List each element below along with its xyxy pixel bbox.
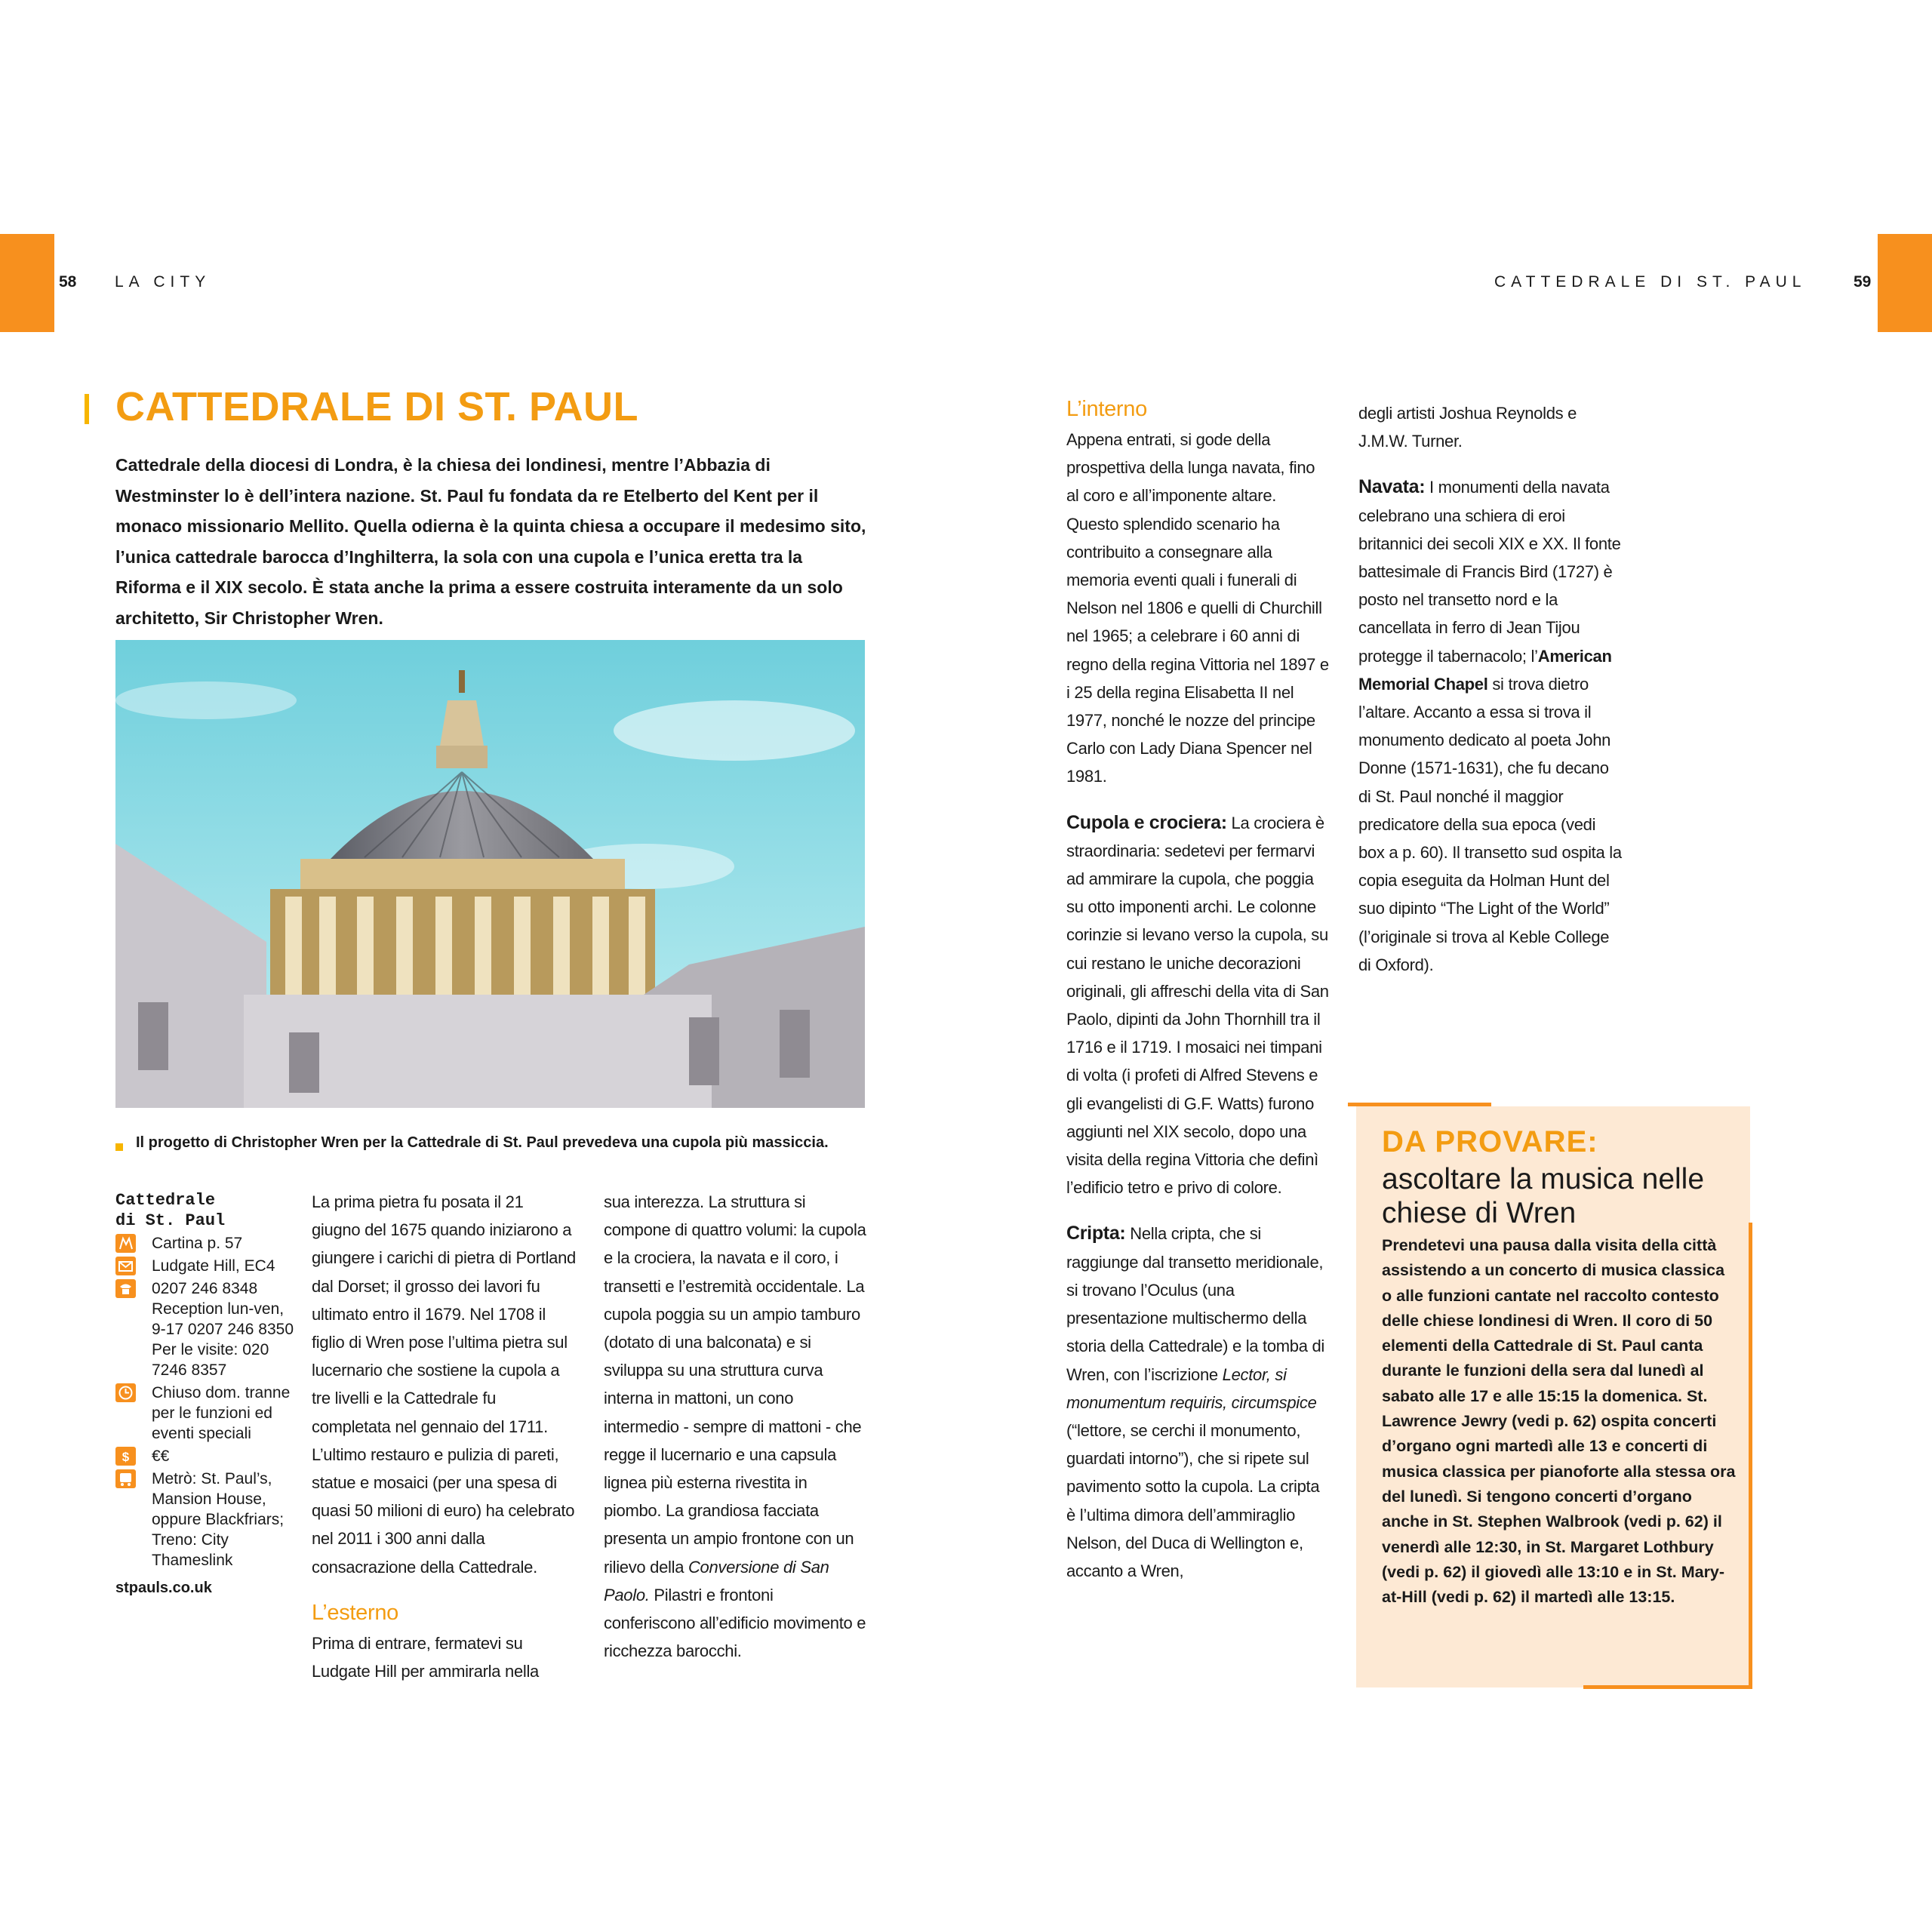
col3-paragraph-3 [1066,1220,1331,1585]
col3-text-2: La crociera è straordinaria: sedetevi per fermarvi ad ammirare la cupola, che poggia su otto imponenti archi. Le colonne corinzie si levano verso la cupola, su cui restano le uniche decorazioni originali, gli affreschi della vita di San Paolo, dipinti da John Thornhill tra il 1716 e il 1719. I mosaici nei timpani di volta (i profeti di Alfred Stevens e gli evangelisti di G.F. Watts) furono aggiunti nel XIX secolo, dopo una visita della regina Vittoria che definì l’edificio tetro e privo di colore. [1066,813,1329,1198]
box-border-bottom [1583,1685,1752,1689]
col2-paragraph-1 [604,1188,868,1665]
text-column-1 [312,1188,576,1685]
info-row-map [115,1233,297,1254]
page-title: CATTEDRALE DI ST. PAUL [115,384,638,429]
info-row-phone [115,1278,297,1380]
subheading-esterno: L’esterno [312,1600,398,1625]
info-phone-text: 0207 246 8348 Reception lun-ven, 9-17 0207 246 8350 Per le visite: 020 7246 8357 [152,1280,294,1379]
col4-paragraph-0: degli artisti Joshua Reynolds e J.M.W. Turner. [1358,404,1577,451]
col4-paragraph-1 [1358,473,1623,979]
box-border-top [1348,1103,1491,1106]
photo-caption: Il progetto di Christopher Wren per la Cattedrale di St. Paul prevedeva una cupola più massiccia. [136,1134,829,1151]
col1-paragraph-2: Prima di entrare, fermatevi su Ludgate Hill per ammirarla nella [312,1633,539,1681]
left-page-number: 58 [59,273,77,291]
info-map-text: Cartina p. 57 [152,1235,243,1252]
box-venue-stephen: St. Stephen Walbrook [1452,1512,1620,1531]
text-column-4 [1358,399,1623,979]
box-text-9: (vedi p. 62) il giovedì alle 13:10 e in [1382,1562,1657,1581]
col2-text-b: Pilastri e frontoni conferiscono all’edificio movimento e ricchezza barocchi. [604,1585,866,1661]
info-transport-text: Metrò: St. Paul’s, Mansion House, oppure Blackfriars; Treno: City Thameslink [152,1470,285,1569]
lead-cripta: Cripta: [1066,1223,1126,1244]
title-accent-bar [85,394,89,424]
info-row-address [115,1256,297,1276]
caption-bullet [115,1143,123,1151]
col2-italic-title: Conversione di San Paolo. [604,1557,829,1604]
info-address-text: Ludgate Hill, EC4 [152,1257,275,1275]
box-heading: ascoltare la musica nelle chiese di Wren [1382,1163,1705,1229]
info-price-text: €€ [152,1447,170,1465]
info-row-transport [115,1469,297,1571]
box-text-1: Prendetevi una pausa dalla visita della città assistendo a un concerto di musica classica o alle funzioni cantate nel raccolto contesto delle chiese londinesi di Wren. Il coro di 50 elementi della [1382,1236,1725,1355]
clock-icon [115,1383,136,1402]
col3-paragraph-2 [1066,809,1331,1202]
price-icon [115,1447,136,1466]
col4-text-a: I monumenti della navata celebrano una schiera di eroi britannici dei secoli XIX e XX. Il fonte battesimale di Francis Bird (1727) è posto nel transetto nord e la cancellata in ferro di Jean Tijou protegge il tabernacolo; l’ [1358,478,1621,666]
col4-text-b: si trova dietro l’altare. Accanto a essa si trova il monumento dedicato al poeta John Donne (1571-1631), che fu decano di St. Paul nonché il maggior predicatore della sua epoca (vedi box a p. 60). Il transetto sud ospita la copia eseguita da Holman Hunt del suo dipinto “The Light of the World” (l’originale si trova al Keble College di Oxford). [1358,674,1622,974]
box-venue-lawrence: St. Lawrence Jewry [1382,1386,1708,1431]
subheading-interno: L’interno [1066,397,1147,421]
lead-navata: Navata: [1358,476,1426,498]
phone-icon [115,1279,136,1298]
american-memorial-chapel: American Memorial Chapel [1358,646,1612,694]
left-page-tab [0,234,54,332]
col3-text-3a: Nella cripta, che si raggiunge dal transetto meridionale, si trovano l’Oculus (una presentazione multischermo della storia della Cattedrale) e la tomba di Wren, con l’iscrizione [1066,1224,1325,1384]
info-row-price [115,1446,297,1466]
info-hours-text: Chiuso dom. tranne per le funzioni ed eventi speciali [152,1384,291,1442]
da-provare-content [1382,1124,1737,1610]
col3-paragraph-1: Appena entrati, si gode della prospettiva della lunga navata, fino al coro e all’imponente altare. Questo splendido scenario ha contribuito a consegnare alla memoria eventi quali i funerali di Nelson nel 1806 e quelli di Churchill nel 1965; a celebrare i 60 anni di regno della regina Vittoria nel 1897 e i 25 della regina Elisabetta II nel 1977, nonché le nozze del principe Carlo con Lady Diana Spencer nel 1981. [1066,430,1329,786]
svg-text:$: $ [122,1450,130,1464]
text-column-3 [1066,395,1331,1585]
box-text-3: canta durante le funzioni della sera dal lunedì al sabato alle 17 e alle 15:15 la domenica. [1382,1337,1704,1405]
info-title-line2: di St. Paul [115,1211,226,1230]
box-venue-mary: St. Mary-at-Hill [1382,1562,1725,1607]
col1-paragraph-1: La prima pietra fu posata il 21 giugno del 1675 quando iniziarono a giungere i carichi di pietra di Portland dal Dorset; il grosso dei lavori fu ultimato entro il 1679. Nel 1708 il figlio di Wren pose l’ultima pietra sul lucernario che sostiene la cupola a tre livelli e la Cattedrale fu completata nel gennaio del 1711. L’ultimo restauro e pulizia di pareti, statue e mosaici (per una spesa di quasi 50 milioni di euro) ha celebrato nel 2011 i 300 anni dalla consacrazione della Cattedrale. [312,1192,576,1577]
box-text-11: (vedi p. 62) il martedì alle 13:15. [1426,1588,1675,1607]
cathedral-dome-photo [115,640,865,1108]
col3-text-3b: (“lettore, se cerchi il monumento, guardati intorno”), che si ripete sul pavimento sotto la cupola. La cripta è l’ultima dimora dell’ammiraglio Nelson, del Duca di Wellington e, accanto a Wren, [1066,1420,1320,1580]
box-kicker: DA PROVARE: [1382,1125,1598,1158]
practical-info-panel [115,1190,297,1598]
envelope-icon [115,1257,136,1275]
text-column-2 [604,1188,868,1665]
box-body [1382,1233,1737,1610]
right-page-tab [1878,234,1932,332]
box-text-5: (vedi p. 62) ospita concerti d’organo ogni martedì alle 13 e concerti di musica classica per pianoforte alla stessa ora del lunedì. Si tengono concerti d’organo anche in [1382,1412,1736,1531]
map-icon [115,1234,136,1253]
box-border-right [1749,1223,1752,1689]
lead-cupola: Cupola e crociera: [1066,811,1227,833]
transport-icon [115,1469,136,1488]
info-title-line1: Cattedrale [115,1191,216,1210]
box-venue-margaret: St. Margaret Lothbury [1545,1537,1714,1556]
right-page-number: 59 [1854,273,1872,291]
info-row-hours [115,1383,297,1444]
website-link[interactable]: stpauls.co.uk [115,1580,212,1596]
box-text-7: (vedi p. 62) il venerdì alle 12:30, in [1382,1512,1722,1556]
latin-inscription: Lector, si monumentum requiris, circumspice [1066,1364,1317,1412]
box-venue-stpaul: Cattedrale di St. Paul [1494,1337,1657,1355]
left-running-head: LA CITY [115,273,211,291]
col2-text-a: sua interezza. La struttura si compone di quattro volumi: la cupola e la crociera, la navata e il coro, i transetti e l’estremità occidentale. La cupola poggia su un ampio tamburo (dotato di una balconata) e si sviluppa su una struttura curva interna in mattoni, un cono intermedio - sempre di mattoni - che regge il lucernario e una capsula lignea più esterna rivestita in piombo. La grandiosa facciata presenta un ampio frontone con un rilievo della [604,1192,866,1577]
intro-paragraph: Cattedrale della diocesi di Londra, è la chiesa dei londinesi, mentre l’Abbazia di Westminster lo è dell’intera nazione. St. Paul fu fondata da re Etelberto del Kent per il monaco missionario Mellito. Quella odierna è la quinta chiesa a occupare il medesimo sito, l’unica cattedrale barocca d’Inghilterra, la sola con una cupola e l’unica eretta tra la Riforma e il XIX secolo. È stata anche la prima a essere costruita interamente da un solo architetto, Sir Christopher Wren. [115,455,866,628]
right-running-head: CATTEDRALE DI ST. PAUL [1494,273,1807,291]
